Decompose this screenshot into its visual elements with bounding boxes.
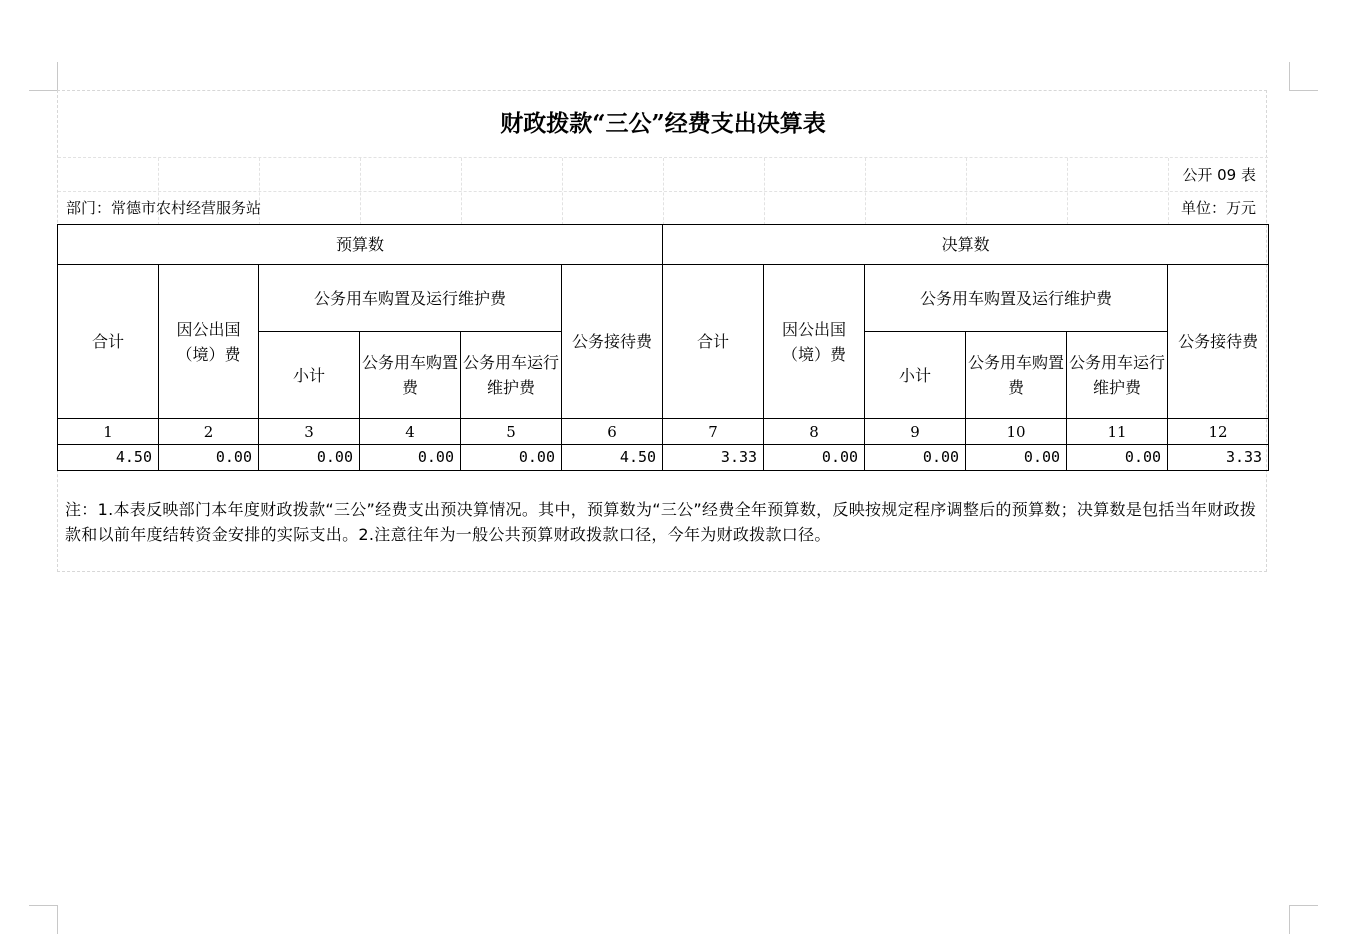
form-number: 公开 09 表 xyxy=(1182,166,1256,184)
column-index: 6 xyxy=(562,419,663,445)
value-row xyxy=(58,445,1269,471)
grid-line xyxy=(360,158,361,225)
budget-operation-header: 公务用车运行维护费 xyxy=(461,332,562,419)
grid-line xyxy=(1067,158,1068,225)
value-cell: 0.00 xyxy=(360,445,461,471)
final-purchase-header: 公务用车购置费 xyxy=(966,332,1067,419)
budget-vehicle-header: 公务用车购置及运行维护费 xyxy=(259,265,562,332)
grid-line xyxy=(966,158,967,225)
column-index: 4 xyxy=(360,419,461,445)
column-index: 9 xyxy=(865,419,966,445)
value-cell: 4.50 xyxy=(58,445,159,471)
column-index: 3 xyxy=(259,419,360,445)
final-operation-header: 公务用车运行维护费 xyxy=(1067,332,1168,419)
grid-line xyxy=(865,158,866,225)
budget-reception-header: 公务接待费 xyxy=(562,265,663,419)
value-cell: 0.00 xyxy=(1067,445,1168,471)
group-header-row xyxy=(58,225,1269,265)
column-index: 1 xyxy=(58,419,159,445)
column-index: 5 xyxy=(461,419,562,445)
page-corner-mark xyxy=(29,905,58,934)
header-row xyxy=(58,265,1269,332)
value-cell: 0.00 xyxy=(159,445,259,471)
page-corner-mark xyxy=(29,62,58,91)
column-index: 8 xyxy=(764,419,865,445)
grid-line xyxy=(461,158,462,225)
final-total-header: 合计 xyxy=(663,265,764,419)
value-cell: 4.50 xyxy=(562,445,663,471)
budget-abroad-header: 因公出国（境）费 xyxy=(159,265,259,419)
page-corner-mark xyxy=(1289,62,1318,91)
value-cell: 3.33 xyxy=(1168,445,1269,471)
page-corner-mark xyxy=(1289,905,1318,934)
value-cell: 0.00 xyxy=(865,445,966,471)
grid-line xyxy=(663,158,664,225)
final-group-header: 决算数 xyxy=(663,225,1269,265)
grid-line xyxy=(1168,158,1169,225)
grid-line xyxy=(562,158,563,225)
department-label: 部门：常德市农村经营服务站 xyxy=(66,199,262,217)
budget-subtotal-header: 小计 xyxy=(259,332,360,419)
budget-group-header: 预算数 xyxy=(58,225,663,265)
grid-line xyxy=(764,158,765,225)
final-vehicle-header: 公务用车购置及运行维护费 xyxy=(865,265,1168,332)
column-index: 10 xyxy=(966,419,1067,445)
value-cell: 0.00 xyxy=(966,445,1067,471)
table-title: 财政拨款“三公”经费支出决算表 xyxy=(500,110,826,137)
column-index: 7 xyxy=(663,419,764,445)
footnote: 注：1.本表反映部门本年度财政拨款“三公”经费支出预决算情况。其中，预算数为“三公”经费全年预算数，反映按规定程序调整后的预算数；决算数是包括当年财政拨款和以前年度结转资金安排的实际支出。2.注意往年为一般公共预算财政拨款口径，今年为财政拨款口径。 xyxy=(65,500,1257,544)
value-cell: 0.00 xyxy=(461,445,562,471)
column-index: 2 xyxy=(159,419,259,445)
index-row xyxy=(58,419,1269,445)
value-cell: 3.33 xyxy=(663,445,764,471)
column-index: 12 xyxy=(1168,419,1269,445)
final-subtotal-header: 小计 xyxy=(865,332,966,419)
value-cell: 0.00 xyxy=(259,445,360,471)
final-abroad-header: 因公出国（境）费 xyxy=(764,265,865,419)
column-index: 11 xyxy=(1067,419,1168,445)
final-reception-header: 公务接待费 xyxy=(1168,265,1269,419)
budget-purchase-header: 公务用车购置费 xyxy=(360,332,461,419)
expense-table xyxy=(57,224,1269,471)
unit-label: 单位：万元 xyxy=(1180,199,1256,217)
budget-total-header: 合计 xyxy=(58,265,159,419)
value-cell: 0.00 xyxy=(764,445,865,471)
